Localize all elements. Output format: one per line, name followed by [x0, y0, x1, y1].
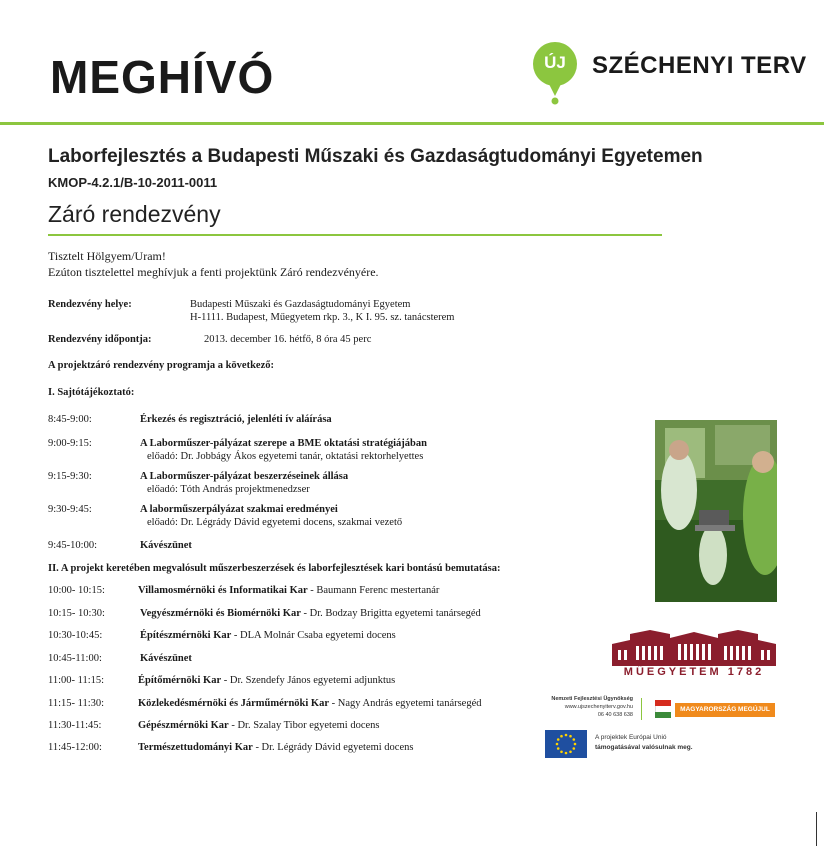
speaker: előadó: Dr. Jobbágy Ákos egyetemi tanár, oktatási rektorhelyettes	[147, 451, 424, 462]
venue-label: Rendezvény helye:	[48, 299, 132, 310]
speaker: - Dr. Szendefy János egyetemi adjunktus	[221, 675, 396, 686]
project-title: Laborfejlesztés a Budapesti Műszaki és Gazdaságtudományi Egyetemen	[48, 146, 703, 167]
datetime-value: 2013. december 16. hétfő, 8 óra 45 perc	[204, 334, 372, 345]
faculty-name: Építészmérnöki Kar	[140, 630, 232, 641]
session-title: A Laborműszer-pályázat szerepe a BME oktatási stratégiájában	[140, 438, 427, 449]
location-pin-icon	[533, 38, 593, 118]
greeting: Tisztelt Hölgyem/Uram!	[48, 249, 166, 263]
agency-url: www.ujszechenyiterv.gov.hu	[564, 704, 633, 710]
section1-heading: I. Sajtótájékoztató:	[48, 387, 135, 398]
time-slot: 11:15- 11:30:	[48, 698, 105, 709]
speaker: előadó: Dr. Légrády Dávid egyetemi docens, szakmai vezető	[147, 517, 403, 528]
speaker: - Dr. Szalay Tibor egyetemi docens	[228, 720, 380, 731]
laboratory-photo	[655, 420, 777, 602]
time-slot: 9:15-9:30:	[48, 471, 92, 482]
time-slot: 11:30-11:45:	[48, 720, 102, 731]
time-slot: 10:45-11:00:	[48, 653, 102, 664]
time-slot: 10:15- 10:30:	[48, 608, 105, 619]
funding-logos	[545, 696, 785, 760]
session-title: A Laborműszer-pályázat beszerzéseinek állása	[140, 471, 349, 482]
speaker: - Dr. Bodzay Brigitta egyetemi tanársegéd	[300, 608, 481, 619]
venue-line1: Budapesti Műszaki és Gazdaságtudományi Egyetem	[190, 299, 411, 310]
time-slot: 11:00- 11:15:	[48, 675, 105, 686]
time-slot: 10:00- 10:15:	[48, 585, 105, 596]
faculty-name: Gépészmérnöki Kar	[138, 720, 229, 731]
agency-name: Nemzeti Fejlesztési Ügynökség	[551, 696, 633, 702]
faculty-name: Villamosmérnöki és Informatikai Kar	[138, 585, 308, 596]
program-heading: A projektzáró rendezvény programja a következő:	[48, 360, 275, 371]
intro-text: Ezúton tisztelettel meghívjuk a fenti projektünk Záró rendezvényére.	[48, 265, 379, 279]
bme-logo	[610, 628, 778, 680]
time-slot: 9:45-10:00:	[48, 540, 97, 551]
time-slot: 11:45-12:00:	[48, 742, 102, 753]
time-slot: 8:45-9:00:	[48, 414, 92, 425]
session-title: Kávészünet	[140, 540, 192, 551]
logo-text: SZÉCHENYI TERV	[592, 52, 807, 79]
faculty-name: Kávészünet	[140, 653, 192, 664]
speaker: előadó: Tóth András projektmenedzser	[147, 484, 310, 495]
university-building-icon	[610, 628, 778, 668]
eu-support-line2: támogatásával valósulnak meg.	[595, 744, 693, 751]
page-title: MEGHÍVÓ	[50, 51, 275, 103]
speaker: - Baumann Ferenc mestertanár	[307, 585, 440, 596]
faculty-name: Építőmérnöki Kar	[138, 675, 222, 686]
bme-logo-text: MŰEGYETEM 1782	[623, 666, 765, 678]
hungary-badge: MAGYARORSZÁG MEGÚJUL	[675, 703, 775, 717]
datetime-label: Rendezvény időpontja:	[48, 334, 152, 345]
section2-heading: II. A projekt keretében megvalósult műszerbeszerzések és laborfejlesztések kari bontású bemutatása:	[48, 563, 501, 574]
speaker: - DLA Molnár Csaba egyetemi docens	[231, 630, 396, 641]
venue-line2: H-1111. Budapest, Műegyetem rkp. 3., K I. 95. sz. tanácsterem	[190, 312, 455, 323]
time-slot: 10:30-10:45:	[48, 630, 103, 641]
header-divider	[0, 122, 824, 125]
project-code: KMOP-4.2.1/B-10-2011-0011	[48, 175, 218, 190]
time-slot: 9:30-9:45:	[48, 504, 92, 515]
time-slot: 9:00-9:15:	[48, 438, 92, 449]
session-title: Érkezés és regisztráció, jelenléti ív aláírása	[140, 414, 332, 425]
faculty-name: Közlekedésmérnöki és Járműmérnöki Kar	[138, 698, 330, 709]
eu-flag-icon	[545, 730, 587, 758]
divider	[641, 698, 642, 720]
eu-support-line1: A projektek Európai Unió	[595, 734, 667, 741]
session-title: A laborműszerpályázat szakmai eredményei	[140, 504, 338, 515]
speaker: - Nagy András egyetemi tanársegéd	[329, 698, 482, 709]
hungary-flag-icon	[655, 700, 671, 718]
faculty-name: Vegyészmérnöki és Biomérnöki Kar	[140, 608, 301, 619]
speaker: - Dr. Légrády Dávid egyetemi docens	[252, 742, 414, 753]
crop-mark	[816, 812, 817, 846]
event-divider	[48, 234, 662, 236]
agency-phone: 06 40 638 638	[597, 712, 633, 718]
logo-badge-text: ÚJ	[544, 53, 566, 72]
faculty-name: Természettudományi Kar	[138, 742, 253, 753]
event-title: Záró rendezvény	[48, 201, 221, 227]
